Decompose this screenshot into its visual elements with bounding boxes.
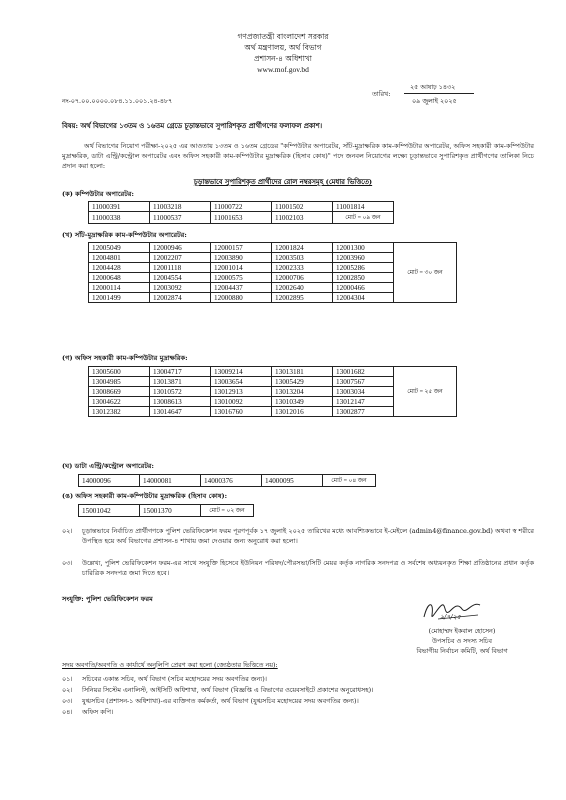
roll-cell: 12001118 — [150, 263, 211, 273]
roll-cell: 12001824 — [272, 243, 333, 253]
roll-cell: 11000391 — [89, 202, 150, 212]
roll-cell: 12004437 — [211, 283, 272, 293]
roll-cell: 15001042 — [79, 505, 140, 517]
roll-cell: 13010349 — [272, 397, 333, 407]
section-gha-table — [78, 474, 376, 487]
roll-cell: 11000338 — [89, 212, 150, 224]
roll-cell: 13007567 — [333, 377, 394, 387]
list-title: চূড়ান্তভাবে সুপারিশকৃত প্রার্থীদের রোল নম্বরসমূহ (মেধার ভিত্তিতে) — [193, 178, 373, 186]
roll-cell: 13012913 — [211, 387, 272, 397]
signature-date: ৯/৭/২৫ — [440, 613, 461, 621]
para2-number: ০২। — [62, 527, 73, 535]
attachment-note: সংযুক্তি: পুলিশ ভেরিফিকেশন ফরম — [62, 595, 153, 603]
roll-cell: 12004801 — [89, 253, 150, 263]
govt-name: গণপ্রজাতন্ত্রী বাংলাদেশ সরকার — [237, 32, 329, 41]
intro-paragraph: অর্থ বিভাগের নিয়োগ পরীক্ষা-২০২৫ এর আওতায় ১৩তম ও ১৬তম গ্রেডের "কম্পিউটার অপারেটর, সাঁট-মুদ্রাক্ষরিক কাম-কম্পিউটার অপারেটর, অফিস সহকারী কাম-কম্পিউটার মুদ্রাক্ষরিক, ডাটা এন্ট্রি/কন্ট্রোল অপারেটর এবং অফিস সহকারী কাম-কম্পিউটার মুদ্রাক্ষরিক (হিসাব কোষ)" পদে জনবল নিয়োগের লক্ষ্যে চূড়ান্তভাবে সুপারিশকৃত প্রার্থীগণের তালিকা নিচে প্রদান করা হলো: — [62, 142, 534, 170]
distribution-item: অফিস কপি। — [82, 708, 114, 716]
roll-cell: 12000157 — [211, 243, 272, 253]
roll-cell: 11001502 — [272, 202, 333, 212]
distribution-number: ০৪। — [62, 708, 73, 716]
section-uma-table — [78, 504, 254, 517]
section-ga-heading: (গ) অফিস সহকারী কাম-কম্পিউটার মুদ্রাক্ষরিক: — [62, 354, 188, 362]
roll-cell: 12002874 — [150, 293, 211, 303]
roll-cell: 12004428 — [89, 263, 150, 273]
section-kha-heading: (খ) সাঁট-মুদ্রাক্ষরিক কাম-কম্পিউটার অপারেটর: — [62, 231, 187, 239]
distribution-number: ০২। — [62, 686, 73, 694]
signatory-designation: উপসচিব ও সদস্য সচিব — [432, 637, 492, 645]
section-kha-table — [88, 242, 457, 303]
roll-cell: 12000880 — [211, 293, 272, 303]
table-row — [89, 202, 394, 212]
section-ga-table — [88, 366, 457, 417]
roll-cell: 12000114 — [89, 283, 150, 293]
roll-cell: 13012147 — [333, 397, 394, 407]
roll-cell: 12003503 — [272, 253, 333, 263]
roll-cell: 12001499 — [89, 293, 150, 303]
distribution-number: ০৩। — [62, 697, 73, 705]
section-ka-table — [88, 201, 394, 224]
table-row — [89, 367, 457, 377]
roll-cell: 14000376 — [201, 475, 262, 487]
roll-cell: 13016760 — [211, 407, 272, 417]
roll-cell: 12002895 — [272, 293, 333, 303]
roll-cell: 14000096 — [79, 475, 140, 487]
roll-cell: 12004554 — [150, 273, 211, 283]
roll-cell: 15001370 — [140, 505, 201, 517]
signatory-office: বিভাগীয় নির্বাচন কমিটি, অর্থ বিভাগ — [416, 647, 508, 655]
roll-cell: 11003218 — [150, 202, 211, 212]
roll-cell: 13012016 — [272, 407, 333, 417]
roll-cell: 11000537 — [150, 212, 211, 224]
roll-cell: 13008613 — [150, 397, 211, 407]
section-gha-heading: (ঘ) ডাটা এন্ট্রি/কন্ট্রোল অপারেটর: — [62, 462, 154, 470]
ministry-name: অর্থ মন্ত্রণালয়, অর্থ বিভাগ — [244, 43, 322, 52]
roll-cell: 11001814 — [333, 202, 394, 212]
roll-cell: 12000575 — [211, 273, 272, 283]
roll-cell: 12000466 — [333, 283, 394, 293]
roll-cell: 13009214 — [211, 367, 272, 377]
distribution-item: যুগ্মসচিব (প্রশাসন-১ অধিশাখা)-এর ব্যক্তিগত কর্মকর্তা, অর্থ বিভাগ (যুগ্মসচিব মহোদয়ের সদয় অবগতির জন্য)। — [82, 697, 359, 705]
roll-cell: 14000095 — [262, 475, 323, 487]
roll-cell: 12002333 — [272, 263, 333, 273]
roll-cell: 13014647 — [150, 407, 211, 417]
roll-cell: 13004717 — [150, 367, 211, 377]
roll-cell: 13003034 — [333, 387, 394, 397]
section-ka-heading: (ক) কম্পিউটার অপারেটর: — [62, 190, 134, 198]
roll-cell: 12002850 — [333, 273, 394, 283]
roll-cell: 13001682 — [333, 367, 394, 377]
roll-cell: 13005429 — [272, 377, 333, 387]
para3-text: উল্লেখ্য, পুলিশ ভেরিফিকেশন ফরম-এর সাথে সংযুক্তি হিসেবে ইউনিয়ন পরিষদ/পৌরসভা/সিটি মেয়র কর্তৃক নাগরিক সনদপত্র ও সর্বশেষ অধ্যয়নকৃত শিক্ষা প্রতিষ্ঠানের প্রধান কর্তৃক চারিত্রিক সনদপত্র জমা দিতে হবে। — [82, 559, 534, 577]
roll-cell: 14000081 — [140, 475, 201, 487]
roll-cell: 12002640 — [272, 283, 333, 293]
para3-number: ০৩। — [62, 559, 73, 567]
roll-cell: 12003092 — [150, 283, 211, 293]
roll-cell: 12000648 — [89, 273, 150, 283]
roll-cell: 12003890 — [211, 253, 272, 263]
total-count: মোট = ০২ জন — [201, 505, 254, 517]
roll-cell: 13012382 — [89, 407, 150, 417]
roll-cell: 11001653 — [211, 212, 272, 224]
roll-cell: 13013181 — [272, 367, 333, 377]
roll-cell: 12001300 — [333, 243, 394, 253]
total-count: মোট = ০৪ জন — [323, 475, 376, 487]
distribution-heading: সদয় অবগতি/অবগতি ও কার্যার্থে অনুলিপি প্রেরণ করা হলো (জ্যেষ্ঠতার ভিত্তিতে নয়): — [62, 661, 278, 669]
distribution-item: সিনিয়র সিস্টেম এনালিস্ট, আইসিটি অধিশাখা, অর্থ বিভাগ (বিজ্ঞপ্তি এ বিভাগের ওয়েবসাইটে প্রকাশের অনুরোধসহ)। — [82, 686, 374, 694]
total-count: মোট = ০৯ জন — [333, 212, 394, 224]
roll-cell: 13008669 — [89, 387, 150, 397]
roll-cell: 13003654 — [211, 377, 272, 387]
roll-cell: 13010572 — [150, 387, 211, 397]
distribution-item: সচিবের একান্ত সচিব, অর্থ বিভাগ (সচিব মহোদয়ের সদয় অবগতির জন্য)। — [82, 675, 267, 683]
subject-line: বিষয়: অর্থ বিভাগের ১৩তম ও ১৬তম গ্রেডে চূড়ান্তভাবে সুপারিশকৃত প্রার্থীগণের ফলাফল প্রকাশ। — [62, 122, 323, 130]
roll-cell: 12003960 — [333, 253, 394, 263]
table-row — [89, 243, 457, 253]
table-row — [79, 505, 254, 517]
roll-cell: 11000722 — [211, 202, 272, 212]
roll-cell: 13005600 — [89, 367, 150, 377]
roll-cell: 13013204 — [272, 387, 333, 397]
website-link[interactable]: www.mof.gov.bd — [257, 65, 309, 74]
para2-text: চূড়ান্তভাবে নির্বাচিত প্রার্থীগণকে পুলিশ ভেরিফিকেশন ফরম পূরণপূর্বক ১৭ জুলাই ২০২৫ তারিখের মধ্যে আবশ্যিকভাবে ই-মেইলে (admin4@finance.gov.bd) অথবা স্ব শরীরে উপস্থিত হয়ে অর্থ বিভাগের প্রশাসন-৪ শাখায় জমা দেওয়ার জন্য অনুরোধ করা হলো। — [82, 527, 534, 545]
table-row — [79, 475, 376, 487]
roll-cell: 12000706 — [272, 273, 333, 283]
section-uma-heading: (ঙ) অফিস সহকারী কাম-কম্পিউটার মুদ্রাক্ষরিক (হিসাব কোষ): — [62, 492, 228, 500]
roll-cell: 11002103 — [272, 212, 333, 224]
total-count: মোট = ৩০ জন — [394, 243, 457, 303]
roll-cell: 13004622 — [89, 397, 150, 407]
roll-cell: 12005286 — [333, 263, 394, 273]
roll-cell: 12004304 — [333, 293, 394, 303]
roll-cell: 13002877 — [333, 407, 394, 417]
date-bangla: ২৫ আষাঢ় ১৪৩২ — [410, 83, 456, 91]
memo-number: নং-০৭.০০.০০০০.০৮৪.১১.০০১.২৪-৪৮৭ — [62, 97, 173, 105]
wing-name: প্রশাসন-৪ অধিশাখা — [254, 54, 312, 63]
roll-cell: 13013871 — [150, 377, 211, 387]
roll-cell: 13004985 — [89, 377, 150, 387]
roll-cell: 12000946 — [150, 243, 211, 253]
roll-cell: 12002207 — [150, 253, 211, 263]
roll-cell: 12001014 — [211, 263, 272, 273]
date-english: ০৯ জুলাই ২০২৫ — [412, 97, 457, 105]
signatory-name: (মোহাম্মদ ইকবাল হোসেন) — [428, 627, 496, 635]
distribution-number: ০১। — [62, 675, 73, 683]
date-divider — [404, 93, 474, 94]
total-count: মোট = ২৫ জন — [394, 367, 457, 417]
table-row — [89, 212, 394, 224]
roll-cell: 13010092 — [211, 397, 272, 407]
date-label: তারিখ: — [372, 90, 391, 98]
roll-cell: 12005049 — [89, 243, 150, 253]
